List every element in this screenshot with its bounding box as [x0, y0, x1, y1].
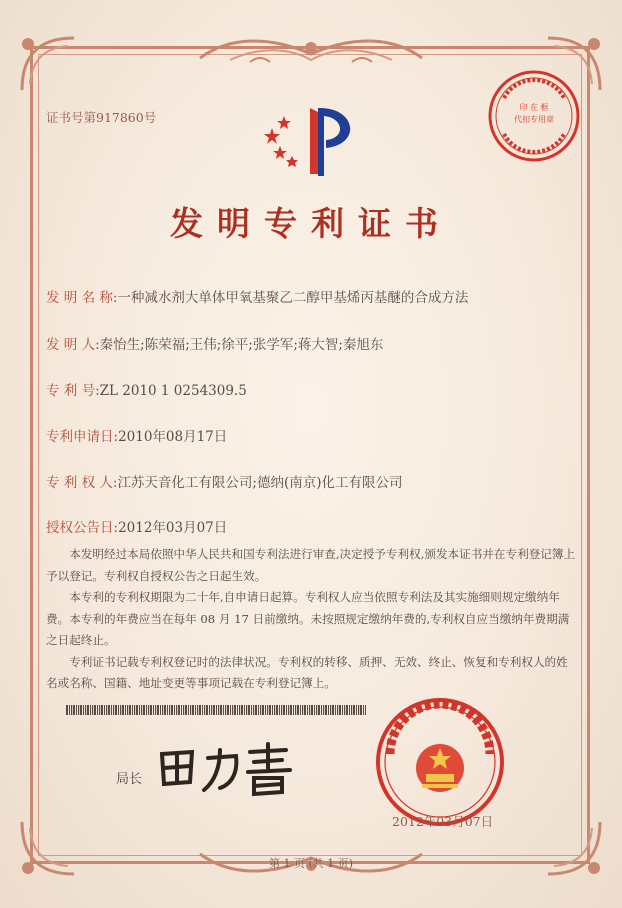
body-paragraph-2: 本专利的专利权期限为二十年,自申请日起算。专利权人应当依照专利法及其实施细则规定缴纳年费。本专利的年费应当在每年 08 月 17 日前缴纳。未按照规定缴纳年费的,专利权自应当缴纳年费期满之日起终止。	[46, 590, 570, 647]
certificate-number: 证书号第917860号	[46, 110, 157, 125]
inventor-row	[46, 333, 383, 353]
national-emblem-seal	[374, 696, 506, 828]
seal-date: 2012年03月07日	[392, 814, 494, 829]
svg-text:代扣专用章: 代扣专用章	[514, 115, 554, 124]
filing-date-label: 专利申请日:	[46, 429, 119, 445]
inventor-value: 秦怡生;陈荣福;王伟;徐平;张学军;蒋大智;秦旭东	[99, 337, 384, 353]
body-paragraph-1: 本发明经过本局依照中华人民共和国专利法进行审查,决定授予专利权,颁发本证书并在专利登记簿上予以登记。专利权自授权公告之日起生效。	[46, 547, 576, 583]
invention-name-label: 发 明 名 称:	[46, 290, 118, 306]
patent-number-row	[46, 379, 247, 399]
body-paragraph-3: 专利证书记载专利权登记时的法律状况。专利权的转移、质押、无效、终止、恢复和专利权人的姓名或名称、国籍、地址变更等事项记载在专利登记簿上。	[46, 654, 568, 690]
patentee-row	[46, 471, 403, 491]
grant-date-label: 授权公告日:	[46, 520, 119, 536]
top-ornament	[190, 30, 432, 70]
director-label: 局长	[116, 772, 143, 787]
patentee-label: 专 利 权 人:	[46, 475, 118, 491]
patent-number-value: ZL 2010 1 0254309.5	[99, 383, 247, 399]
inventor-label: 发 明 人:	[46, 337, 100, 353]
invention-name-row	[46, 286, 468, 306]
barcode-strip	[66, 705, 366, 715]
certificate-title: 发明专利证书	[170, 204, 452, 243]
filing-date-row	[46, 425, 227, 445]
page-indicator: 第 1 页 (共 1 页)	[268, 857, 354, 870]
patent-number-label: 专 利 号:	[46, 383, 100, 399]
filing-date-value: 2010年08月17日	[118, 429, 228, 445]
patentee-value: 江苏天音化工有限公司;德纳(南京)化工有限公司	[117, 475, 403, 491]
grant-date-row	[46, 516, 227, 536]
national-emblem-icon	[416, 744, 464, 792]
corner-ornament-bottom-right	[538, 812, 608, 882]
director-line	[116, 768, 142, 787]
corner-ornament-bottom-left	[14, 812, 84, 882]
invention-name-value: 一种减水剂大单体甲氧基聚乙二醇甲基烯丙基醚的合成方法	[117, 290, 469, 306]
director-signature	[150, 738, 300, 800]
svg-text:印 在 框: 印 在 框	[519, 103, 549, 112]
agency-seal	[486, 68, 582, 164]
sipo-logo-icon	[262, 98, 362, 180]
corner-ornament-top-left	[14, 30, 84, 100]
grant-date-value: 2012年03月07日	[118, 520, 228, 536]
certificate-body	[46, 544, 576, 695]
